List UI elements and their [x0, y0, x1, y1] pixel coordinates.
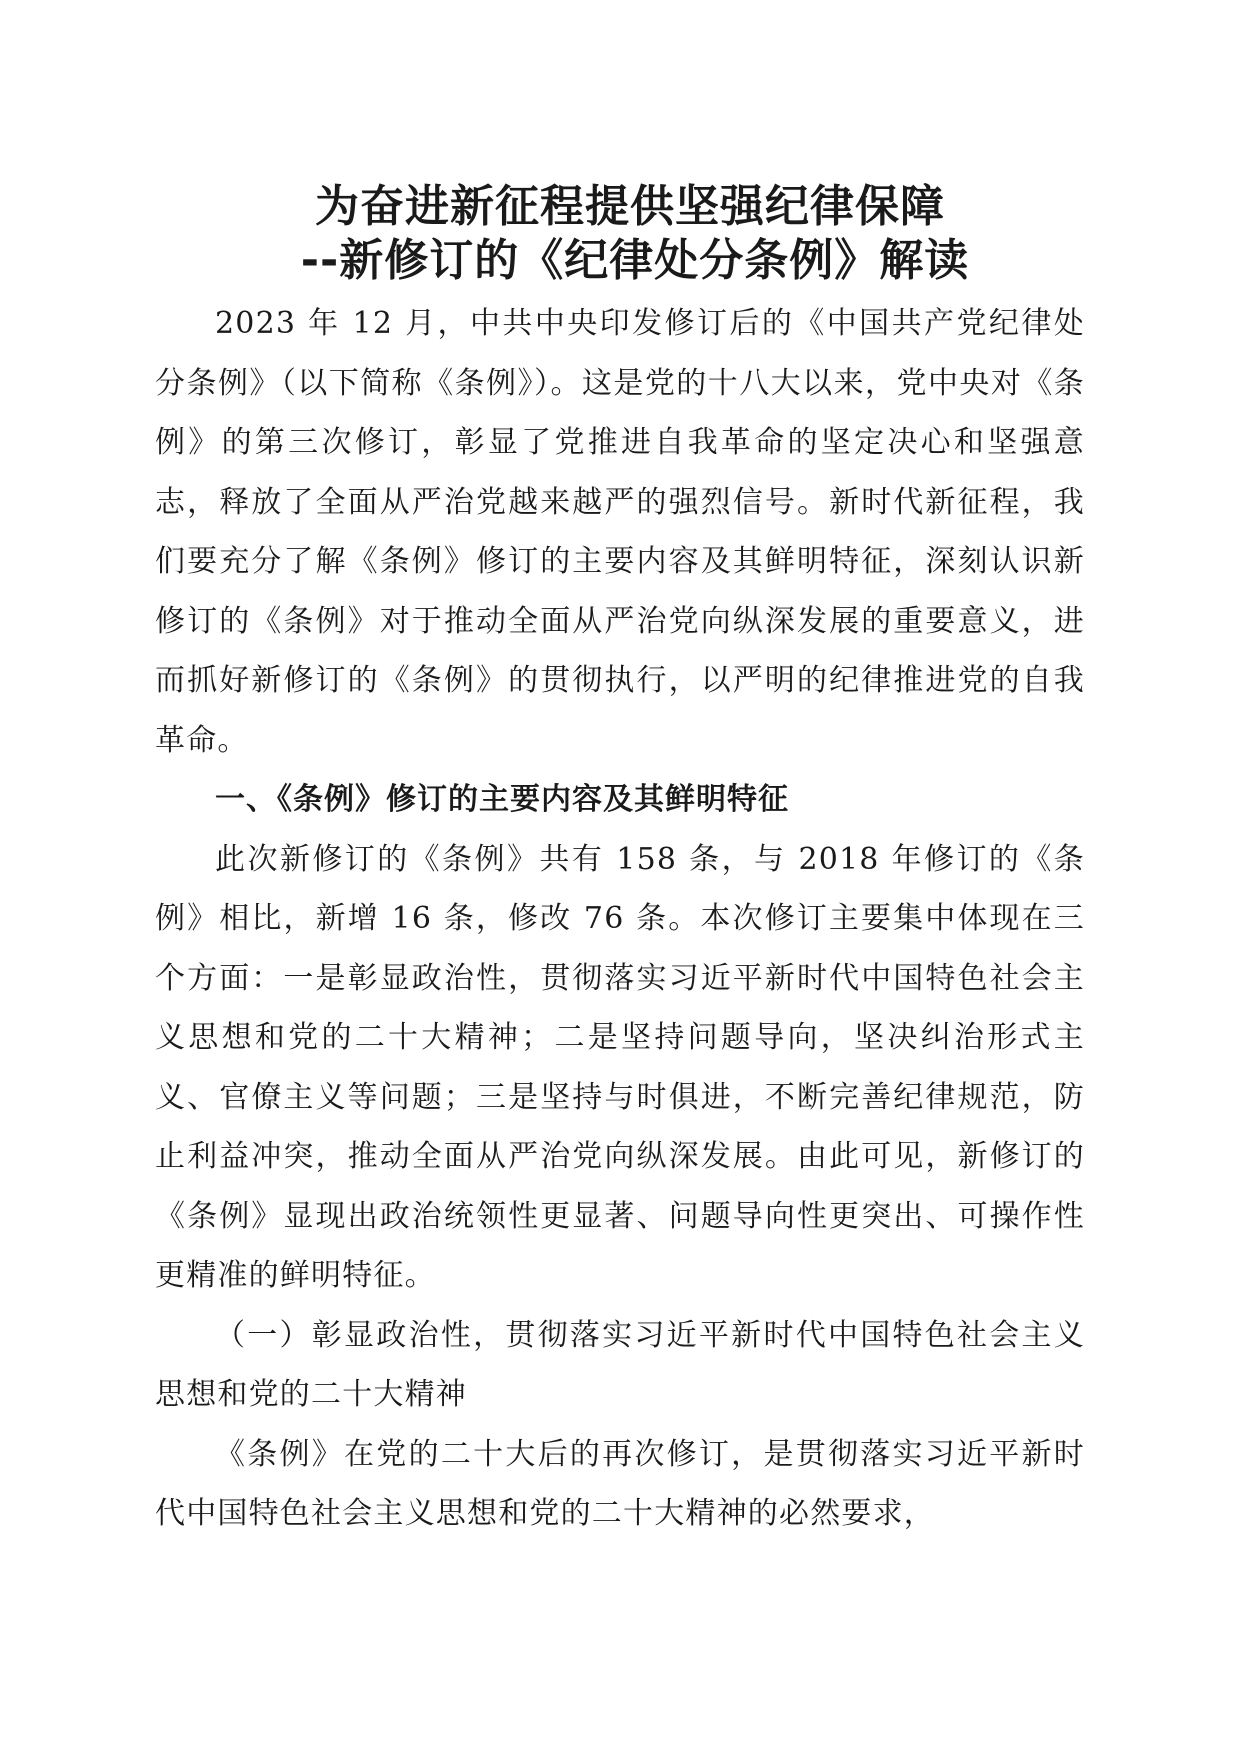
subsection-heading: （一）彰显政治性，贯彻落实习近平新时代中国特色社会主义思想和党的二十大精神 — [155, 1317, 1085, 1412]
document-subtitle: --新修订的《纪律处分条例》解读 — [300, 235, 970, 286]
intro-paragraph: 2023 年 12 月，中共中央印发修订后的《中国共产党纪律处分条例》（以下简称《条例》）。这是党的十八大以来，党中央对《条例》的第三次修订，彰显了党推进自我革命的坚定决心和坚强意志，释放了全面从严治党越来越严的强烈信号。新时代新征程，我们要充分了解《条例》修订的主要内容及其鲜明特征，深刻认识新修订的《条例》对于推动全面从严治党向纵深发展的重要意义，进而抓好新修订的《条例》的贯彻执行，以严明的纪律推进党的自我革命。 — [155, 306, 1085, 758]
body-paragraph: 此次新修订的《条例》共有 158 条，与 2018 年修订的《条例》相比，新增 16 条，修改 76 条。本次修订主要集中体现在三个方面：一是彰显政治性，贯彻落实习近平新时代中国特色社会主义思想和党的二十大精神；二是坚持问题导向，坚决纠治形式主义、官僚主义等问题；三是坚持与时俱进，不断完善纪律规范，防止利益冲突，推动全面从严治党向纵深发展。由此可见，新修订的《条例》显现出政治统领性更显著、问题导向性更突出、可操作性更精准的鲜明特征。 — [155, 841, 1085, 1293]
body-paragraph-continued: 《条例》在党的二十大后的再次修订，是贯彻落实习近平新时代中国特色社会主义思想和党的二十大精神的必然要求， — [155, 1436, 1085, 1531]
section-heading: 一、《条例》修订的主要内容及其鲜明特征 — [215, 782, 789, 817]
document-title: 为奋进新征程提供坚强纪律保障 — [315, 181, 945, 232]
document-page — [155, 180, 1085, 1544]
